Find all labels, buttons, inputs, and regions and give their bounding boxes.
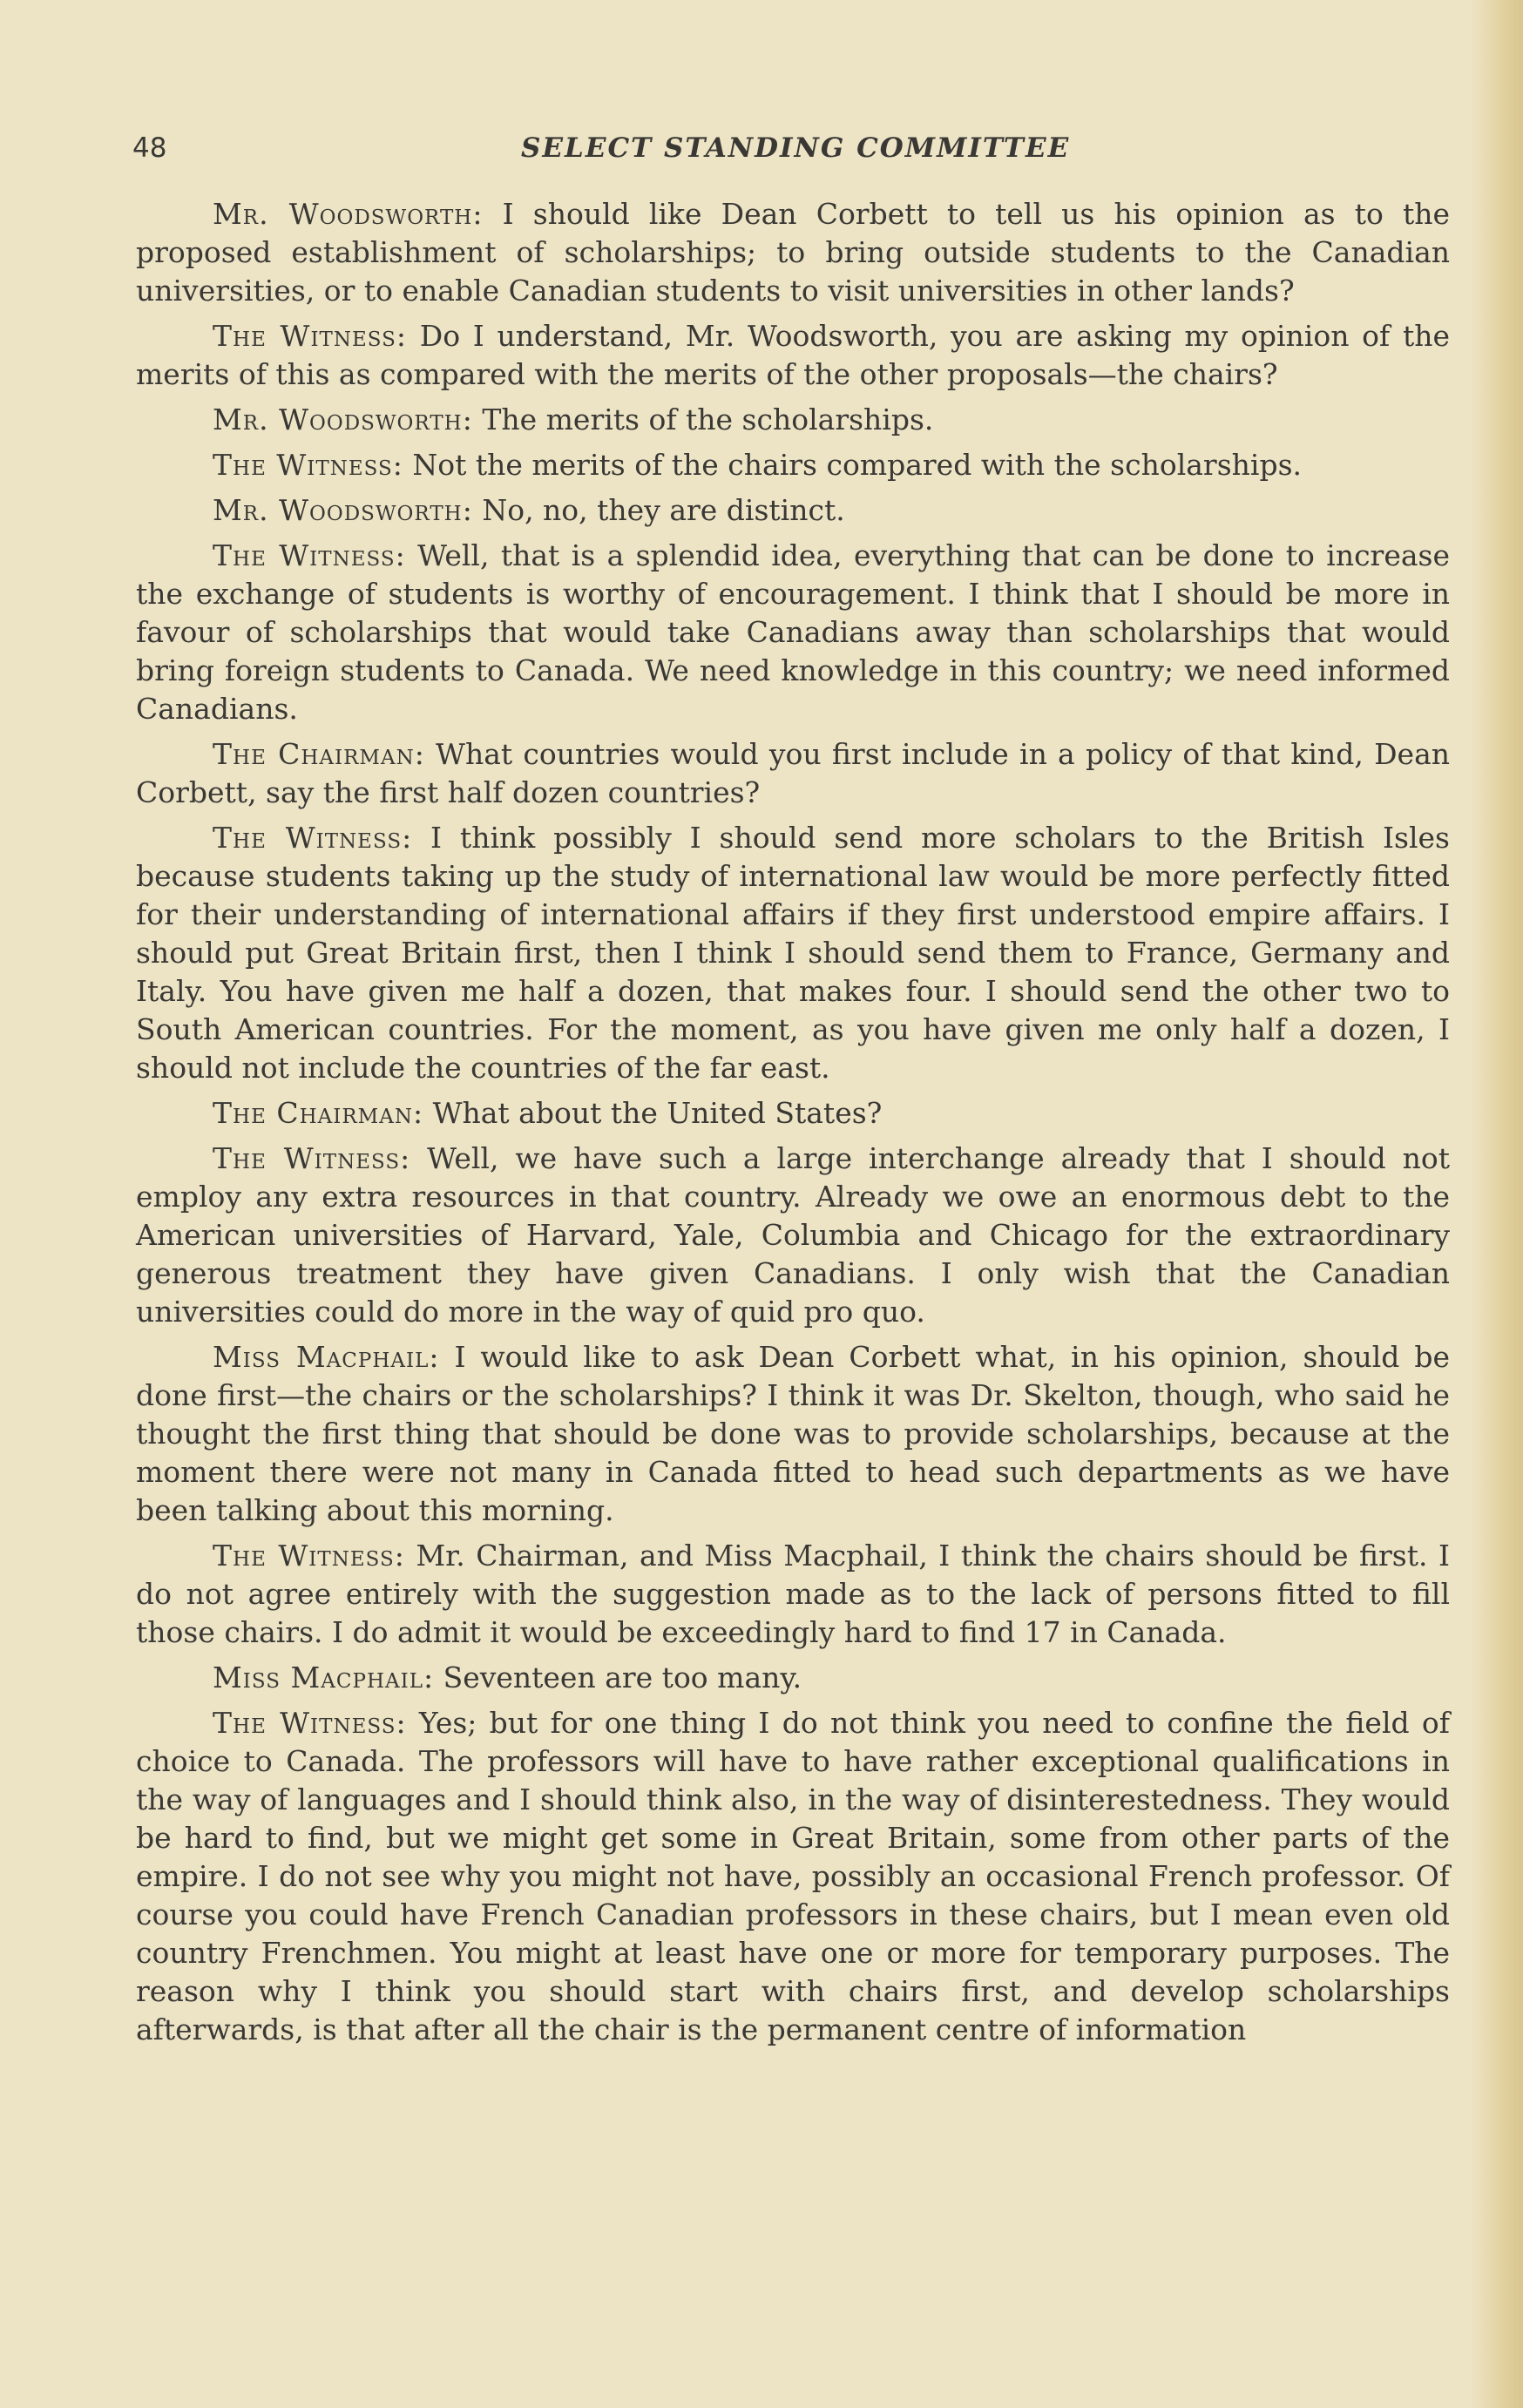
paragraph-text: Seventeen are too many. — [434, 1661, 802, 1694]
paragraph-text: Yes; but for one thing I do not think you need to confine the field of choice to Canada. The professors will have to have rather exceptional qualifications in the way of languages and I should think also, in the way of disinterestedness. They would be hard to find, but we might get some in Great Britain, some from other parts of the empire. I do not see why you might not have, possibly an occasional French professor. Of course you could have French Canadian professors in these chairs, but I mean even old country Frenchmen. You might at least have one or more for temporary purposes. The reason why I think you should start with chairs first, and develop scholarships afterwards, is that after all the chair is the permanent centre of information — [136, 1706, 1450, 2046]
paragraph — [136, 735, 1450, 812]
paragraph — [136, 1537, 1450, 1652]
paragraph-text: Well, that is a splendid idea, everything that can be done to increase the exchange of students is worthy of encouragement. I think that I should be more in favour of scholarships that would take Canadians away than scholarships that would bring foreign students to Canada. We need knowledge in this country; we need informed Canadians. — [136, 538, 1450, 726]
paragraph — [136, 1094, 1450, 1133]
running-head: SELECT STANDING COMMITTEE — [521, 132, 1071, 164]
page-edge-shadow — [1471, 0, 1523, 2408]
paragraph — [136, 491, 1450, 530]
paragraph-text: Not the merits of the chairs compared with the scholarships. — [403, 448, 1302, 482]
paragraph — [136, 401, 1450, 439]
page-number: 48 — [132, 132, 167, 164]
speaker-name: The Witness: — [213, 538, 406, 572]
paragraph-text: No, no, they are distinct. — [472, 493, 845, 527]
speaker-name: The Chairman: — [213, 737, 425, 771]
speaker-name: Miss Macphail: — [213, 1340, 440, 1374]
speaker-name: The Witness: — [213, 448, 403, 482]
speaker-name: Mr. Woodsworth: — [213, 493, 473, 527]
speaker-name: Miss Macphail: — [213, 1661, 435, 1694]
speaker-name: The Chairman: — [213, 1096, 424, 1130]
paragraph-text: I would like to ask Dean Corbett what, in his opinion, should be done first—the chairs or the scholarships? I think it was Dr. Skelton, though, who said he thought the first thing that should be done was to provide scholarships, because at the moment there were not many in Canada fitted to head such departments as we have been talking about this morning. — [136, 1340, 1451, 1527]
transcript-body — [136, 195, 1450, 2056]
paragraph — [136, 819, 1450, 1087]
speaker-name: The Witness: — [213, 1706, 407, 1740]
paragraph — [136, 1140, 1450, 1331]
speaker-name: The Witness: — [213, 821, 413, 855]
paragraph — [136, 317, 1450, 394]
paragraph-text: Mr. Chairman, and Miss Macphail, I think the chairs should be first. I do not agree entirely with the suggestion made as to the lack of persons fitted to fill those chairs. I do admit it would be exceedingly hard to find 17 in Canada. — [136, 1539, 1450, 1649]
paragraph — [136, 446, 1450, 484]
paragraph-text: The merits of the scholarships. — [472, 402, 934, 436]
paragraph — [136, 1659, 1450, 1697]
paragraph-text: Well, we have such a large interchange already that I should not employ any extra resources in that country. Already we owe an enormous debt to the American universities of Harvard, Yale, Columbia and Chicago for the extraordinary generous treatment they have given Canadians. I only wish that the Canadian universities could do more in the way of quid pro quo. — [136, 1141, 1450, 1329]
paragraph-text: Do I understand, Mr. Woodsworth, you are asking my opinion of the merits of this as compared with the merits of the other proposals—the chairs? — [136, 319, 1450, 391]
speaker-name: Mr. Woodsworth: — [213, 197, 484, 231]
paragraph-text: I should like Dean Corbett to tell us his opinion as to the proposed establishment of scholarships; to bring outside students to the Canadian universities, or to enable Canadian students to visit universities in other lands? — [136, 197, 1450, 308]
speaker-name: The Witness: — [213, 1141, 411, 1175]
speaker-name: The Witness: — [213, 319, 408, 353]
paragraph — [136, 1338, 1450, 1530]
paragraph — [136, 537, 1450, 728]
paragraph-text: What about the United States? — [423, 1096, 883, 1130]
speaker-name: The Witness: — [213, 1539, 405, 1573]
paragraph-text: I think possibly I should send more scholars to the British Isles because students taking up the study of international law would be more perfectly fitted for their understanding of international affairs if they first understood empire affairs. I should put Great Britain first, then I think I should send them to France, Germany and Italy. You have given me half a dozen, that makes four. I should send the other two to South American countries. For the moment, as you have given me only half a dozen, I should not include the countries of the far east. — [136, 821, 1450, 1085]
speaker-name: Mr. Woodsworth: — [213, 402, 473, 436]
paragraph — [136, 1704, 1450, 2049]
paragraph-text: What countries would you first include in a policy of that kind, Dean Corbett, say the first half dozen countries? — [136, 737, 1450, 809]
paragraph — [136, 195, 1450, 310]
page-header — [132, 132, 1091, 174]
